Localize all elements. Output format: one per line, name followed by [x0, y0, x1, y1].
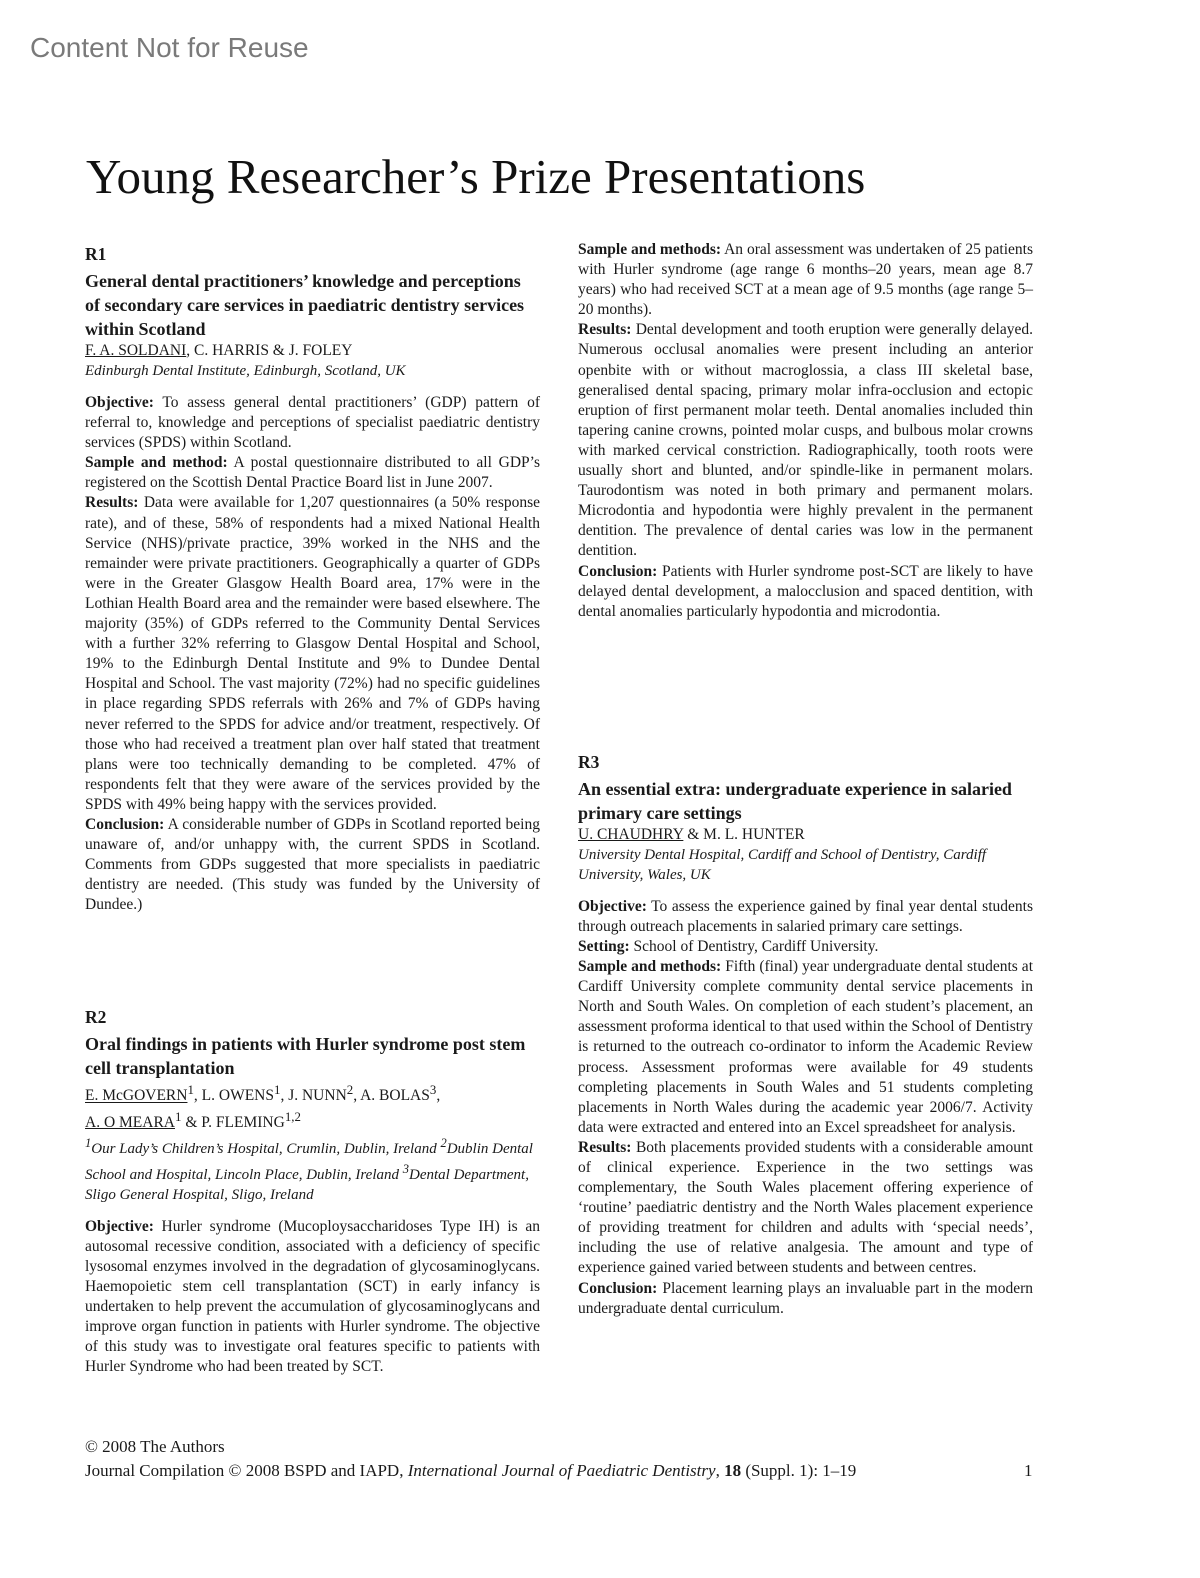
abstract-title: Oral findings in patients with Hurler syndrome post stem cell transplantation [85, 1034, 526, 1079]
co-author: & P. FLEMING [181, 1113, 285, 1131]
section-objective [85, 1217, 540, 1378]
section-sample-method [85, 453, 540, 493]
section-label: Objective: [85, 394, 154, 411]
section-sample-methods [578, 957, 1033, 1138]
co-author: , J. NUNN [280, 1087, 347, 1105]
section-objective [85, 393, 540, 453]
co-authors: & M. L. HUNTER [683, 825, 805, 843]
author-sup: 1 [274, 1082, 281, 1098]
section-text: To assess the experience gained by final year dental students through outreach placements in salaried primary care settings. [578, 897, 1033, 935]
section-text: Hurler syndrome (Mucoploysaccharidoses Type IH) is an autosomal recessive condition, associated with a deficiency of specific lysosomal enzymes involved in the degradation of glycosaminoglycans. Haemopoietic stem cell transplantation (SCT) in early infancy is undertaken to help prevent the accumulation of glycosaminoglycans and improve organ function in patients with Hurler syndrome. The objective of this study was to investigate oral features specific to patients with Hurler Syndrome who had been treated by SCT. [85, 1217, 540, 1376]
section-text: Both placements provided students with a considerable amount of clinical experience. Experience in the two settings was complementary, the South Wales placement offering experience of ‘routine’ paediatric dentistry and the North Wales placement experience of providing treatment for children and adults with ‘special needs’, including the use of relative analgesia. The amount and type of experience gained varied between students and between centres. [578, 1138, 1033, 1277]
co-authors: , C. HARRIS & J. FOLEY [186, 342, 353, 359]
spacer [85, 915, 540, 1003]
section-label: Results: [85, 494, 139, 512]
co-author: , L. OWENS [193, 1087, 274, 1105]
page-title: Young Researcher’s Prize Presentations [86, 149, 866, 204]
watermark: Content Not for Reuse [30, 32, 309, 63]
spacer [578, 622, 1033, 748]
author-sup: 1,2 [284, 1108, 301, 1124]
section-text: Patients with Hurler syndrome post-SCT are likely to have delayed dental development, a malocclusion and spaced dentition, with dental anomalies particularly hypodontia and microdontia. [578, 562, 1034, 620]
section-text: Dental development and tooth eruption were generally delayed. Numerous occlusal anomalies were present including an anterior openbite with or without macroglossia, a class III skeletal base, generalised dental spacing, primary molar infra-occlusion and ectopic eruption of first permanent molar teeth. Dental anomalies included thin tapering canine crowns, pointed molar cusps, and bulbous molar crowns with marked cervical constriction. Radiographically, tooth roots were usually short and blunted, and/or spindle-like in permanent molars. Taurodontism was noted in both primary and permanent molars. Microdontia and hypodontia were highly prevalent in the permanent dentition. The prevalence of dental caries was low in the permanent dentition. [578, 321, 1033, 560]
section-label: Sample and methods: [578, 241, 722, 258]
abstract-authors [85, 341, 540, 361]
abstract-r2 [85, 1006, 540, 1377]
section-text: Placement learning plays an invaluable part in the modern undergraduate dental curriculum. [578, 1279, 1034, 1317]
abstract-authors [85, 1080, 540, 1132]
section-results [578, 1138, 1033, 1279]
author-sup: 2 [346, 1082, 354, 1098]
compilation-text: Journal Compilation © 2008 BSPD and IAPD, [85, 1461, 408, 1480]
section-results [85, 493, 540, 815]
abstract-affiliation [85, 1133, 540, 1205]
right-column [578, 240, 1033, 1319]
presenting-author: U. CHAUDHRY [578, 825, 684, 843]
abstract-id: R2 [85, 1007, 107, 1028]
affil-text: Dublin Dental School and Hospital, Lincoln Place, Dublin, Ireland [85, 1140, 533, 1183]
abstract-affiliation: University Dental Hospital, Cardiff and School of Dentistry, Cardiff University, Wales, UK [578, 846, 987, 883]
section-conclusion [578, 562, 1033, 622]
presenting-author: F. A. SOLDANI [85, 342, 187, 359]
presenting-author: E. McGOVERN [85, 1087, 188, 1105]
section-text: To assess general dental practitioners’ (GDP) pattern of referral to, knowledge and perceptions of specialist paediatric dentistry services (SPDS) within Scotland. [85, 394, 540, 452]
volume-number: 18 [724, 1461, 742, 1480]
affil-text: Our Lady’s Children’s Hospital, Crumlin, Dublin, Ireland [91, 1140, 441, 1157]
abstract-title: An essential extra: undergraduate experience in salaried primary care settings [578, 778, 1012, 823]
section-text: School of Dentistry, Cardiff University. [633, 937, 879, 955]
affil-text: Dental Department, Sligo General Hospital, Sligo, Ireland [85, 1166, 529, 1203]
abstract-title: General dental practitioners’ knowledge and perceptions of secondary care services in paediatric dentistry services within Scotland [85, 271, 525, 339]
section-objective [578, 897, 1033, 937]
section-label: Sample and methods: [578, 958, 722, 976]
abstract-id: R1 [85, 244, 107, 264]
author-sup: 3 [429, 1082, 437, 1098]
section-conclusion [578, 1279, 1033, 1319]
section-text: A postal questionnaire distributed to all GDP’s registered on the Scottish Dental Practice Board list in June 2007. [85, 454, 541, 492]
page-number: 1 [1024, 1461, 1033, 1480]
abstract-r2-continued [578, 240, 1033, 622]
section-text: A considerable number of GDPs in Scotland reported being unaware of, and/or unhappy with, the current SPDS in Scotland. Comments from GDPs suggested that more specialists in paediatric dentistry are needed. (This study was funded by the University of Dundee.) [85, 815, 540, 914]
author-sup: 1 [187, 1082, 194, 1098]
section-label: Conclusion: [578, 1279, 658, 1297]
section-label: Setting: [578, 937, 630, 955]
section-label: Conclusion: [578, 562, 658, 580]
abstract-authors [578, 825, 1033, 845]
co-author: A. O MEARA [85, 1113, 175, 1131]
co-author: , A. BOLAS [353, 1087, 430, 1105]
section-text: Data were available for 1,207 questionnaires (a 50% response rate), and of these, 58% of respondents had a mixed National Health Service (NHS)/private practice, 39% worked in the NHS and the remainder were private practitioners. Geographically a quarter of GDPs were in the Greater Glasgow Health Board area, 17% were in the Lothian Health Board area and the remainder were based elsewhere. The majority (35%) of GDPs referred to the Community Dental Services with a further 32% referring to Glasgow Dental Hospital and School, 19% to the Edinburgh Dental Institute and 9% to Dundee Dental Hospital and School. The vast majority (72%) had no specific guidelines in place regarding SPDS referrals with 26% and 7% of GDPs having never referred to the SPDS for advice and/or treatment, respectively. Of those who had received a treatment plan over half stated that treatment plans were too technically demanding to be completed. 47% of respondents felt that they were aware of the services provided by the SPDS with 49% being happy with the services provided. [85, 494, 541, 813]
copyright-notice: © 2008 The Authors [85, 1437, 225, 1456]
abstract-id: R3 [578, 751, 600, 772]
abstract-r1 [85, 243, 540, 915]
abstract-affiliation: Edinburgh Dental Institute, Edinburgh, Scotland, UK [85, 363, 406, 379]
section-label: Objective: [85, 1217, 154, 1235]
section-text: An oral assessment was undertaken of 25 patients with Hurler syndrome (age range 6 months–20 years, mean age 8.7 years) who had received SCT at a mean age of 9.5 months (age range 5–20 months). [578, 241, 1033, 319]
section-label: Results: [578, 321, 632, 339]
affil-sup: 1 [85, 1135, 92, 1150]
section-setting [578, 937, 1033, 957]
affil-sup: 3 [402, 1161, 409, 1176]
section-label: Sample and method: [85, 454, 228, 472]
affil-sup: 2 [440, 1135, 447, 1150]
supplement-pages: (Suppl. 1): 1–19 [741, 1461, 857, 1480]
author-sup: 1 [175, 1108, 182, 1124]
journal-citation [85, 1461, 1035, 1481]
section-results [578, 320, 1033, 561]
citation-separator: , [715, 1461, 725, 1480]
abstract-r3 [578, 751, 1033, 1319]
section-label: Results: [578, 1138, 632, 1156]
left-column [85, 240, 540, 1378]
section-conclusion [85, 815, 540, 915]
section-text: Fifth (final) year undergraduate dental students at Cardiff University complete community dental service placements in North and South Wales. On completion of each student’s placement, an assessment proforma identical to that used within the School of Dentistry is returned to the outreach co-ordinator to inform the Academic Review process. Assessment proformas were available for 49 students completing placements in South Wales and 51 students completing placements in North Wales during the academic year 2006/7. Activity data were extracted and entered into an Excel spreadsheet for analysis. [578, 958, 1033, 1136]
author-separator: , [436, 1087, 441, 1105]
journal-name: International Journal of Paediatric Dentistry [407, 1461, 716, 1480]
section-label: Objective: [578, 897, 647, 915]
section-label: Conclusion: [85, 815, 165, 833]
section-sample-methods [578, 240, 1033, 320]
